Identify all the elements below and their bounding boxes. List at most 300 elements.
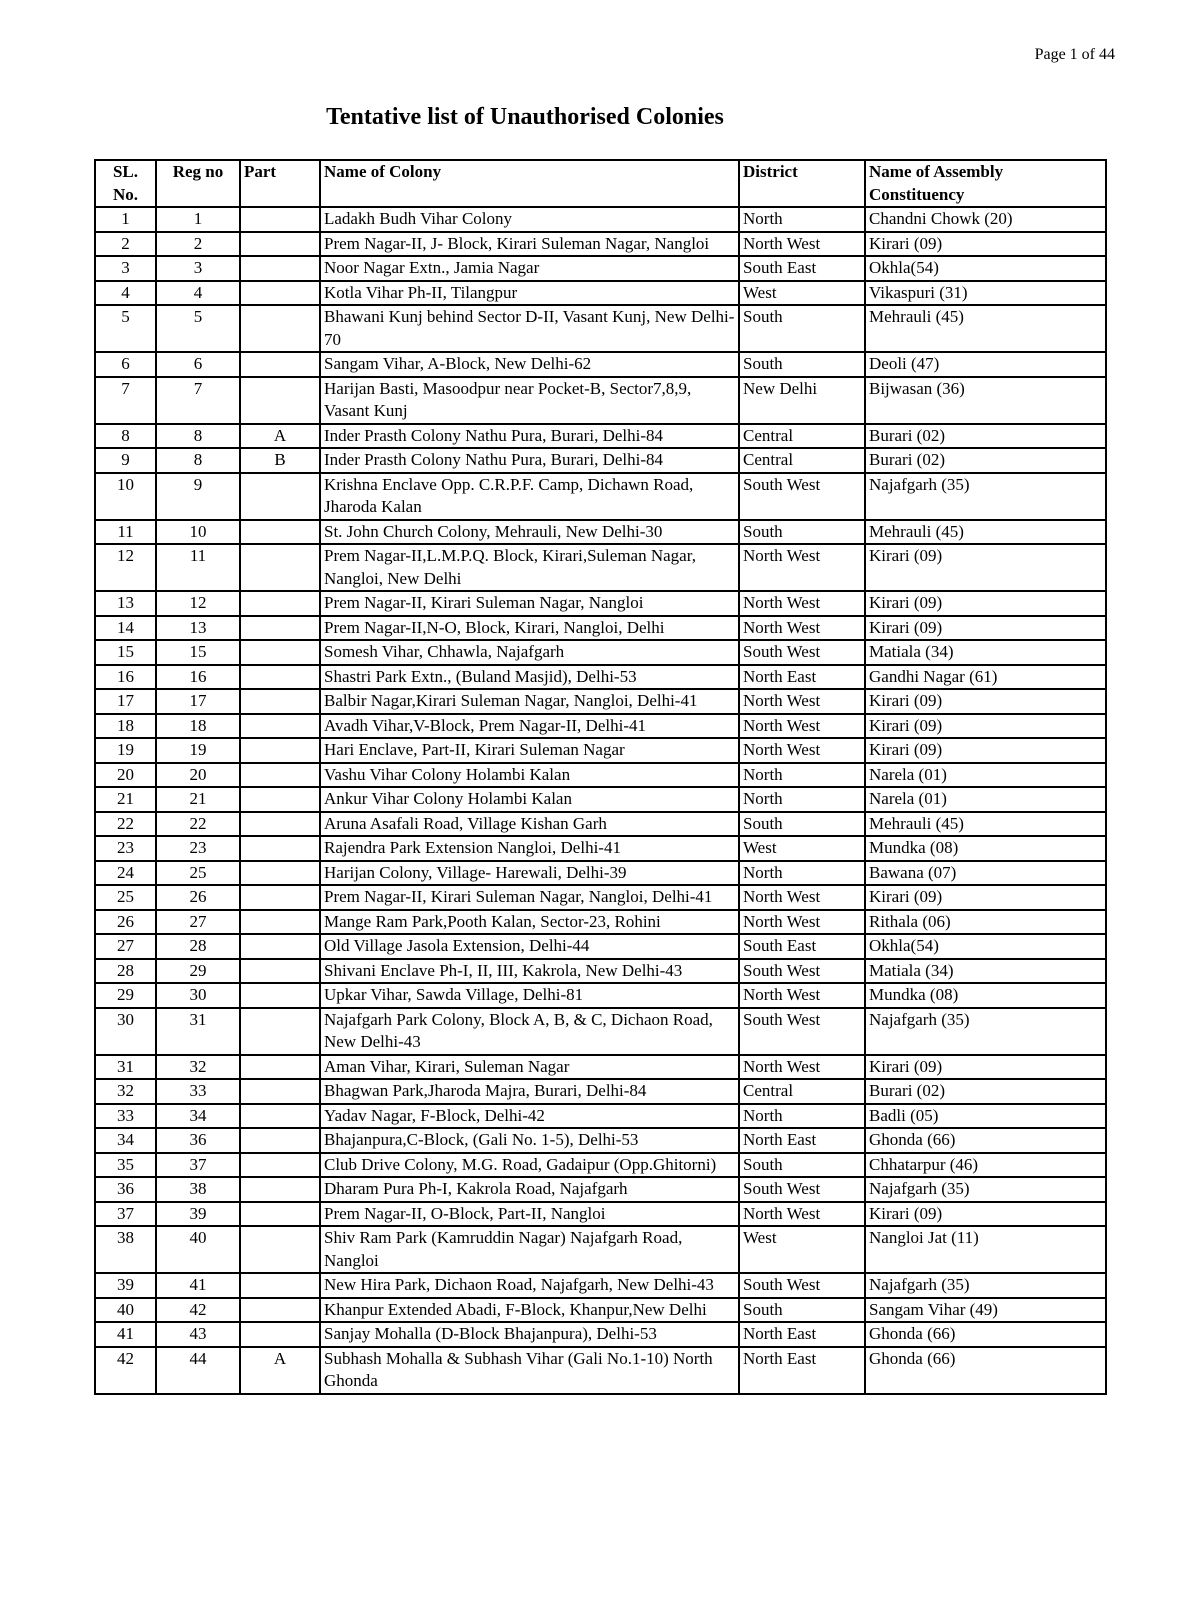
- cell-colony-name: New Hira Park, Dichaon Road, Najafgarh, New Delhi-43: [320, 1273, 739, 1298]
- cell-reg-no: 19: [156, 738, 240, 763]
- cell-colony-name: Bhagwan Park,Jharoda Majra, Burari, Delhi-84: [320, 1079, 739, 1104]
- cell-assembly-constituency: Nangloi Jat (11): [865, 1226, 1106, 1273]
- cell-sl-no: 6: [95, 352, 156, 377]
- cell-colony-name: St. John Church Colony, Mehrauli, New Delhi-30: [320, 520, 739, 545]
- cell-district: South West: [739, 473, 865, 520]
- table-row: [95, 1347, 1106, 1394]
- cell-assembly-constituency: Deoli (47): [865, 352, 1106, 377]
- table-row: [95, 1273, 1106, 1298]
- cell-assembly-constituency: Matiala (34): [865, 959, 1106, 984]
- cell-district: North: [739, 1104, 865, 1129]
- cell-part: [240, 1008, 320, 1055]
- cell-sl-no: 22: [95, 812, 156, 837]
- cell-assembly-constituency: Najafgarh (35): [865, 473, 1106, 520]
- cell-sl-no: 24: [95, 861, 156, 886]
- cell-district: North East: [739, 665, 865, 690]
- cell-sl-no: 7: [95, 377, 156, 424]
- table-row: [95, 520, 1106, 545]
- cell-reg-no: 34: [156, 1104, 240, 1129]
- cell-reg-no: 21: [156, 787, 240, 812]
- cell-district: South: [739, 352, 865, 377]
- table-row: [95, 1153, 1106, 1178]
- cell-reg-no: 29: [156, 959, 240, 984]
- cell-assembly-constituency: Kirari (09): [865, 591, 1106, 616]
- cell-colony-name: Prem Nagar-II,N-O, Block, Kirari, Nangloi, Delhi: [320, 616, 739, 641]
- table-row: [95, 836, 1106, 861]
- cell-reg-no: 41: [156, 1273, 240, 1298]
- cell-sl-no: 31: [95, 1055, 156, 1080]
- cell-sl-no: 2: [95, 232, 156, 257]
- cell-sl-no: 5: [95, 305, 156, 352]
- cell-part: [240, 1079, 320, 1104]
- cell-colony-name: Prem Nagar-II, J- Block, Kirari Suleman Nagar, Nangloi: [320, 232, 739, 257]
- table-row: [95, 1298, 1106, 1323]
- cell-colony-name: Shivani Enclave Ph-I, II, III, Kakrola, New Delhi-43: [320, 959, 739, 984]
- cell-reg-no: 32: [156, 1055, 240, 1080]
- cell-part: [240, 836, 320, 861]
- table-row: [95, 352, 1106, 377]
- cell-colony-name: Khanpur Extended Abadi, F-Block, Khanpur,New Delhi: [320, 1298, 739, 1323]
- cell-sl-no: 20: [95, 763, 156, 788]
- cell-district: South West: [739, 959, 865, 984]
- cell-district: North West: [739, 544, 865, 591]
- cell-part: [240, 1298, 320, 1323]
- cell-reg-no: 16: [156, 665, 240, 690]
- cell-part: [240, 1177, 320, 1202]
- cell-part: [240, 861, 320, 886]
- cell-colony-name: Noor Nagar Extn., Jamia Nagar: [320, 256, 739, 281]
- cell-part: [240, 1273, 320, 1298]
- cell-district: South West: [739, 1177, 865, 1202]
- cell-colony-name: Prem Nagar-II, Kirari Suleman Nagar, Nangloi, Delhi-41: [320, 885, 739, 910]
- cell-reg-no: 27: [156, 910, 240, 935]
- cell-district: North: [739, 861, 865, 886]
- header-sl-no: SL. No.: [95, 160, 156, 207]
- cell-part: B: [240, 448, 320, 473]
- cell-part: [240, 738, 320, 763]
- cell-part: [240, 281, 320, 306]
- table-row: [95, 763, 1106, 788]
- table-row: [95, 207, 1106, 232]
- cell-sl-no: 16: [95, 665, 156, 690]
- cell-part: [240, 1055, 320, 1080]
- cell-district: Central: [739, 1079, 865, 1104]
- cell-part: [240, 544, 320, 591]
- header-colony-name: Name of Colony: [320, 160, 739, 207]
- cell-assembly-constituency: Mehrauli (45): [865, 305, 1106, 352]
- table-row: [95, 448, 1106, 473]
- cell-assembly-constituency: Kirari (09): [865, 616, 1106, 641]
- cell-part: [240, 640, 320, 665]
- header-reg-no: Reg no: [156, 160, 240, 207]
- cell-district: West: [739, 836, 865, 861]
- page-title: Tentative list of Unauthorised Colonies: [326, 104, 724, 130]
- cell-reg-no: 23: [156, 836, 240, 861]
- cell-sl-no: 18: [95, 714, 156, 739]
- cell-part: [240, 520, 320, 545]
- cell-assembly-constituency: Kirari (09): [865, 232, 1106, 257]
- cell-district: North West: [739, 714, 865, 739]
- table-row: [95, 1322, 1106, 1347]
- header-district: District: [739, 160, 865, 207]
- cell-assembly-constituency: Mundka (08): [865, 836, 1106, 861]
- table-row: [95, 787, 1106, 812]
- cell-sl-no: 8: [95, 424, 156, 449]
- cell-assembly-constituency: Kirari (09): [865, 1055, 1106, 1080]
- cell-district: North West: [739, 983, 865, 1008]
- cell-sl-no: 33: [95, 1104, 156, 1129]
- cell-part: [240, 910, 320, 935]
- cell-reg-no: 8: [156, 448, 240, 473]
- cell-reg-no: 10: [156, 520, 240, 545]
- cell-district: North West: [739, 738, 865, 763]
- cell-sl-no: 35: [95, 1153, 156, 1178]
- cell-reg-no: 42: [156, 1298, 240, 1323]
- cell-sl-no: 17: [95, 689, 156, 714]
- cell-part: [240, 1202, 320, 1227]
- cell-assembly-constituency: Rithala (06): [865, 910, 1106, 935]
- cell-reg-no: 26: [156, 885, 240, 910]
- cell-reg-no: 43: [156, 1322, 240, 1347]
- cell-assembly-constituency: Narela (01): [865, 787, 1106, 812]
- cell-sl-no: 13: [95, 591, 156, 616]
- cell-district: Central: [739, 448, 865, 473]
- cell-assembly-constituency: Burari (02): [865, 1079, 1106, 1104]
- cell-sl-no: 23: [95, 836, 156, 861]
- header-assembly-constituency: Name of Assembly Constituency: [865, 160, 1106, 207]
- cell-sl-no: 25: [95, 885, 156, 910]
- cell-colony-name: Dharam Pura Ph-I, Kakrola Road, Najafgarh: [320, 1177, 739, 1202]
- cell-part: [240, 352, 320, 377]
- cell-reg-no: 30: [156, 983, 240, 1008]
- cell-sl-no: 9: [95, 448, 156, 473]
- cell-colony-name: Aman Vihar, Kirari, Suleman Nagar: [320, 1055, 739, 1080]
- cell-part: [240, 885, 320, 910]
- cell-colony-name: Bhawani Kunj behind Sector D-II, Vasant Kunj, New Delhi-70: [320, 305, 739, 352]
- cell-sl-no: 34: [95, 1128, 156, 1153]
- cell-district: Central: [739, 424, 865, 449]
- cell-reg-no: 15: [156, 640, 240, 665]
- cell-colony-name: Prem Nagar-II, Kirari Suleman Nagar, Nangloi: [320, 591, 739, 616]
- table-header: [95, 160, 1106, 207]
- cell-sl-no: 26: [95, 910, 156, 935]
- table-row: [95, 591, 1106, 616]
- cell-assembly-constituency: Sangam Vihar (49): [865, 1298, 1106, 1323]
- cell-assembly-constituency: Chandni Chowk (20): [865, 207, 1106, 232]
- cell-district: West: [739, 281, 865, 306]
- table-row: [95, 1226, 1106, 1273]
- cell-reg-no: 18: [156, 714, 240, 739]
- cell-reg-no: 9: [156, 473, 240, 520]
- table-row: [95, 256, 1106, 281]
- cell-sl-no: 15: [95, 640, 156, 665]
- cell-district: North West: [739, 616, 865, 641]
- table-row: [95, 738, 1106, 763]
- cell-colony-name: Krishna Enclave Opp. C.R.P.F. Camp, Dichawn Road, Jharoda Kalan: [320, 473, 739, 520]
- cell-assembly-constituency: Ghonda (66): [865, 1128, 1106, 1153]
- cell-sl-no: 42: [95, 1347, 156, 1394]
- cell-sl-no: 38: [95, 1226, 156, 1273]
- table-row: [95, 885, 1106, 910]
- cell-sl-no: 27: [95, 934, 156, 959]
- cell-assembly-constituency: Kirari (09): [865, 1202, 1106, 1227]
- cell-district: North West: [739, 1055, 865, 1080]
- cell-assembly-constituency: Matiala (34): [865, 640, 1106, 665]
- cell-district: South West: [739, 1008, 865, 1055]
- cell-assembly-constituency: Kirari (09): [865, 885, 1106, 910]
- cell-reg-no: 3: [156, 256, 240, 281]
- table-row: [95, 689, 1106, 714]
- cell-assembly-constituency: Kirari (09): [865, 738, 1106, 763]
- cell-reg-no: 13: [156, 616, 240, 641]
- cell-district: North: [739, 787, 865, 812]
- cell-part: [240, 256, 320, 281]
- cell-assembly-constituency: Gandhi Nagar (61): [865, 665, 1106, 690]
- page-number: Page 1 of 44: [1034, 46, 1115, 63]
- table-row: [95, 934, 1106, 959]
- colonies-table: [94, 159, 1107, 1395]
- cell-colony-name: Inder Prasth Colony Nathu Pura, Burari, Delhi-84: [320, 448, 739, 473]
- cell-sl-no: 10: [95, 473, 156, 520]
- cell-part: [240, 812, 320, 837]
- cell-district: South East: [739, 256, 865, 281]
- cell-colony-name: Avadh Vihar,V-Block, Prem Nagar-II, Delhi-41: [320, 714, 739, 739]
- cell-part: [240, 1104, 320, 1129]
- cell-sl-no: 41: [95, 1322, 156, 1347]
- cell-colony-name: Vashu Vihar Colony Holambi Kalan: [320, 763, 739, 788]
- cell-assembly-constituency: Kirari (09): [865, 544, 1106, 591]
- cell-assembly-constituency: Mehrauli (45): [865, 812, 1106, 837]
- cell-reg-no: 25: [156, 861, 240, 886]
- cell-part: [240, 934, 320, 959]
- cell-reg-no: 5: [156, 305, 240, 352]
- table-row: [95, 959, 1106, 984]
- cell-reg-no: 17: [156, 689, 240, 714]
- table-row: [95, 1128, 1106, 1153]
- table-row: [95, 544, 1106, 591]
- cell-sl-no: 14: [95, 616, 156, 641]
- cell-part: [240, 1226, 320, 1273]
- table-row: [95, 812, 1106, 837]
- cell-part: [240, 207, 320, 232]
- cell-part: [240, 616, 320, 641]
- cell-district: North: [739, 763, 865, 788]
- table-row: [95, 1079, 1106, 1104]
- cell-district: North: [739, 207, 865, 232]
- cell-colony-name: Somesh Vihar, Chhawla, Najafgarh: [320, 640, 739, 665]
- cell-colony-name: Harijan Basti, Masoodpur near Pocket-B, Sector7,8,9, Vasant Kunj: [320, 377, 739, 424]
- cell-sl-no: 29: [95, 983, 156, 1008]
- cell-district: South: [739, 520, 865, 545]
- cell-assembly-constituency: Vikaspuri (31): [865, 281, 1106, 306]
- cell-reg-no: 2: [156, 232, 240, 257]
- cell-colony-name: Old Village Jasola Extension, Delhi-44: [320, 934, 739, 959]
- cell-colony-name: Hari Enclave, Part-II, Kirari Suleman Nagar: [320, 738, 739, 763]
- table-row: [95, 640, 1106, 665]
- cell-assembly-constituency: Kirari (09): [865, 689, 1106, 714]
- cell-part: [240, 983, 320, 1008]
- cell-sl-no: 36: [95, 1177, 156, 1202]
- cell-district: South: [739, 305, 865, 352]
- cell-assembly-constituency: Kirari (09): [865, 714, 1106, 739]
- cell-part: [240, 787, 320, 812]
- cell-sl-no: 37: [95, 1202, 156, 1227]
- cell-reg-no: 4: [156, 281, 240, 306]
- cell-colony-name: Sanjay Mohalla (D-Block Bhajanpura), Delhi-53: [320, 1322, 739, 1347]
- cell-assembly-constituency: Narela (01): [865, 763, 1106, 788]
- cell-colony-name: Shastri Park Extn., (Buland Masjid), Delhi-53: [320, 665, 739, 690]
- cell-assembly-constituency: Najafgarh (35): [865, 1273, 1106, 1298]
- cell-reg-no: 33: [156, 1079, 240, 1104]
- cell-colony-name: Upkar Vihar, Sawda Village, Delhi-81: [320, 983, 739, 1008]
- cell-district: North West: [739, 885, 865, 910]
- cell-colony-name: Club Drive Colony, M.G. Road, Gadaipur (Opp.Ghitorni): [320, 1153, 739, 1178]
- table-row: [95, 1055, 1106, 1080]
- table-row: [95, 616, 1106, 641]
- cell-reg-no: 31: [156, 1008, 240, 1055]
- cell-part: [240, 689, 320, 714]
- cell-colony-name: Balbir Nagar,Kirari Suleman Nagar, Nangloi, Delhi-41: [320, 689, 739, 714]
- cell-assembly-constituency: Okhla(54): [865, 256, 1106, 281]
- cell-colony-name: Prem Nagar-II, O-Block, Part-II, Nangloi: [320, 1202, 739, 1227]
- cell-colony-name: Rajendra Park Extension Nangloi, Delhi-41: [320, 836, 739, 861]
- cell-sl-no: 12: [95, 544, 156, 591]
- cell-part: [240, 1153, 320, 1178]
- cell-part: [240, 377, 320, 424]
- cell-sl-no: 4: [95, 281, 156, 306]
- cell-assembly-constituency: Najafgarh (35): [865, 1008, 1106, 1055]
- cell-colony-name: Subhash Mohalla & Subhash Vihar (Gali No.1-10) North Ghonda: [320, 1347, 739, 1394]
- cell-assembly-constituency: Bijwasan (36): [865, 377, 1106, 424]
- cell-sl-no: 39: [95, 1273, 156, 1298]
- table-row: [95, 424, 1106, 449]
- cell-reg-no: 28: [156, 934, 240, 959]
- table-row: [95, 665, 1106, 690]
- cell-part: [240, 232, 320, 257]
- cell-reg-no: 6: [156, 352, 240, 377]
- cell-part: [240, 959, 320, 984]
- cell-assembly-constituency: Burari (02): [865, 424, 1106, 449]
- cell-reg-no: 11: [156, 544, 240, 591]
- cell-district: South: [739, 1153, 865, 1178]
- cell-district: South: [739, 1298, 865, 1323]
- table-row: [95, 910, 1106, 935]
- cell-assembly-constituency: Burari (02): [865, 448, 1106, 473]
- cell-district: New Delhi: [739, 377, 865, 424]
- table-row: [95, 377, 1106, 424]
- cell-sl-no: 3: [95, 256, 156, 281]
- table-row: [95, 305, 1106, 352]
- table-row: [95, 714, 1106, 739]
- cell-part: [240, 665, 320, 690]
- cell-reg-no: 7: [156, 377, 240, 424]
- cell-district: North East: [739, 1128, 865, 1153]
- table-row: [95, 1177, 1106, 1202]
- cell-district: North West: [739, 232, 865, 257]
- cell-sl-no: 30: [95, 1008, 156, 1055]
- cell-sl-no: 11: [95, 520, 156, 545]
- cell-sl-no: 32: [95, 1079, 156, 1104]
- cell-colony-name: Ankur Vihar Colony Holambi Kalan: [320, 787, 739, 812]
- cell-reg-no: 39: [156, 1202, 240, 1227]
- cell-district: North West: [739, 591, 865, 616]
- cell-part: [240, 763, 320, 788]
- cell-part: [240, 473, 320, 520]
- table-row: [95, 861, 1106, 886]
- cell-assembly-constituency: Bawana (07): [865, 861, 1106, 886]
- cell-part: [240, 714, 320, 739]
- cell-colony-name: Aruna Asafali Road, Village Kishan Garh: [320, 812, 739, 837]
- cell-district: South East: [739, 934, 865, 959]
- table-row: [95, 983, 1106, 1008]
- cell-reg-no: 22: [156, 812, 240, 837]
- cell-assembly-constituency: Mehrauli (45): [865, 520, 1106, 545]
- cell-sl-no: 21: [95, 787, 156, 812]
- cell-assembly-constituency: Ghonda (66): [865, 1347, 1106, 1394]
- cell-sl-no: 28: [95, 959, 156, 984]
- cell-part: [240, 305, 320, 352]
- cell-reg-no: 12: [156, 591, 240, 616]
- cell-part: [240, 1322, 320, 1347]
- table-row: [95, 1008, 1106, 1055]
- cell-district: South: [739, 812, 865, 837]
- cell-reg-no: 8: [156, 424, 240, 449]
- cell-reg-no: 36: [156, 1128, 240, 1153]
- header-part: Part: [240, 160, 320, 207]
- cell-assembly-constituency: Chhatarpur (46): [865, 1153, 1106, 1178]
- cell-reg-no: 40: [156, 1226, 240, 1273]
- cell-colony-name: Mange Ram Park,Pooth Kalan, Sector-23, Rohini: [320, 910, 739, 935]
- cell-part: A: [240, 424, 320, 449]
- cell-sl-no: 1: [95, 207, 156, 232]
- cell-district: North East: [739, 1347, 865, 1394]
- cell-reg-no: 1: [156, 207, 240, 232]
- table-row: [95, 473, 1106, 520]
- table-body: [95, 207, 1106, 1394]
- cell-district: North West: [739, 689, 865, 714]
- cell-district: South West: [739, 640, 865, 665]
- cell-assembly-constituency: Badli (05): [865, 1104, 1106, 1129]
- cell-district: North West: [739, 910, 865, 935]
- cell-part: [240, 1128, 320, 1153]
- cell-colony-name: Ladakh Budh Vihar Colony: [320, 207, 739, 232]
- cell-assembly-constituency: Okhla(54): [865, 934, 1106, 959]
- cell-colony-name: Yadav Nagar, F-Block, Delhi-42: [320, 1104, 739, 1129]
- cell-colony-name: Prem Nagar-II,L.M.P.Q. Block, Kirari,Suleman Nagar, Nangloi, New Delhi: [320, 544, 739, 591]
- table-row: [95, 281, 1106, 306]
- cell-colony-name: Sangam Vihar, A-Block, New Delhi-62: [320, 352, 739, 377]
- header-row: [95, 160, 1106, 207]
- cell-sl-no: 19: [95, 738, 156, 763]
- cell-district: North East: [739, 1322, 865, 1347]
- cell-assembly-constituency: Mundka (08): [865, 983, 1106, 1008]
- cell-colony-name: Inder Prasth Colony Nathu Pura, Burari, Delhi-84: [320, 424, 739, 449]
- cell-part: A: [240, 1347, 320, 1394]
- cell-district: South West: [739, 1273, 865, 1298]
- table-row: [95, 232, 1106, 257]
- cell-reg-no: 44: [156, 1347, 240, 1394]
- cell-sl-no: 40: [95, 1298, 156, 1323]
- cell-colony-name: Najafgarh Park Colony, Block A, B, & C, Dichaon Road, New Delhi-43: [320, 1008, 739, 1055]
- cell-colony-name: Shiv Ram Park (Kamruddin Nagar) Najafgarh Road, Nangloi: [320, 1226, 739, 1273]
- cell-district: North West: [739, 1202, 865, 1227]
- table-row: [95, 1104, 1106, 1129]
- cell-colony-name: Harijan Colony, Village- Harewali, Delhi-39: [320, 861, 739, 886]
- cell-colony-name: Bhajanpura,C-Block, (Gali No. 1-5), Delhi-53: [320, 1128, 739, 1153]
- cell-assembly-constituency: Ghonda (66): [865, 1322, 1106, 1347]
- cell-assembly-constituency: Najafgarh (35): [865, 1177, 1106, 1202]
- cell-reg-no: 38: [156, 1177, 240, 1202]
